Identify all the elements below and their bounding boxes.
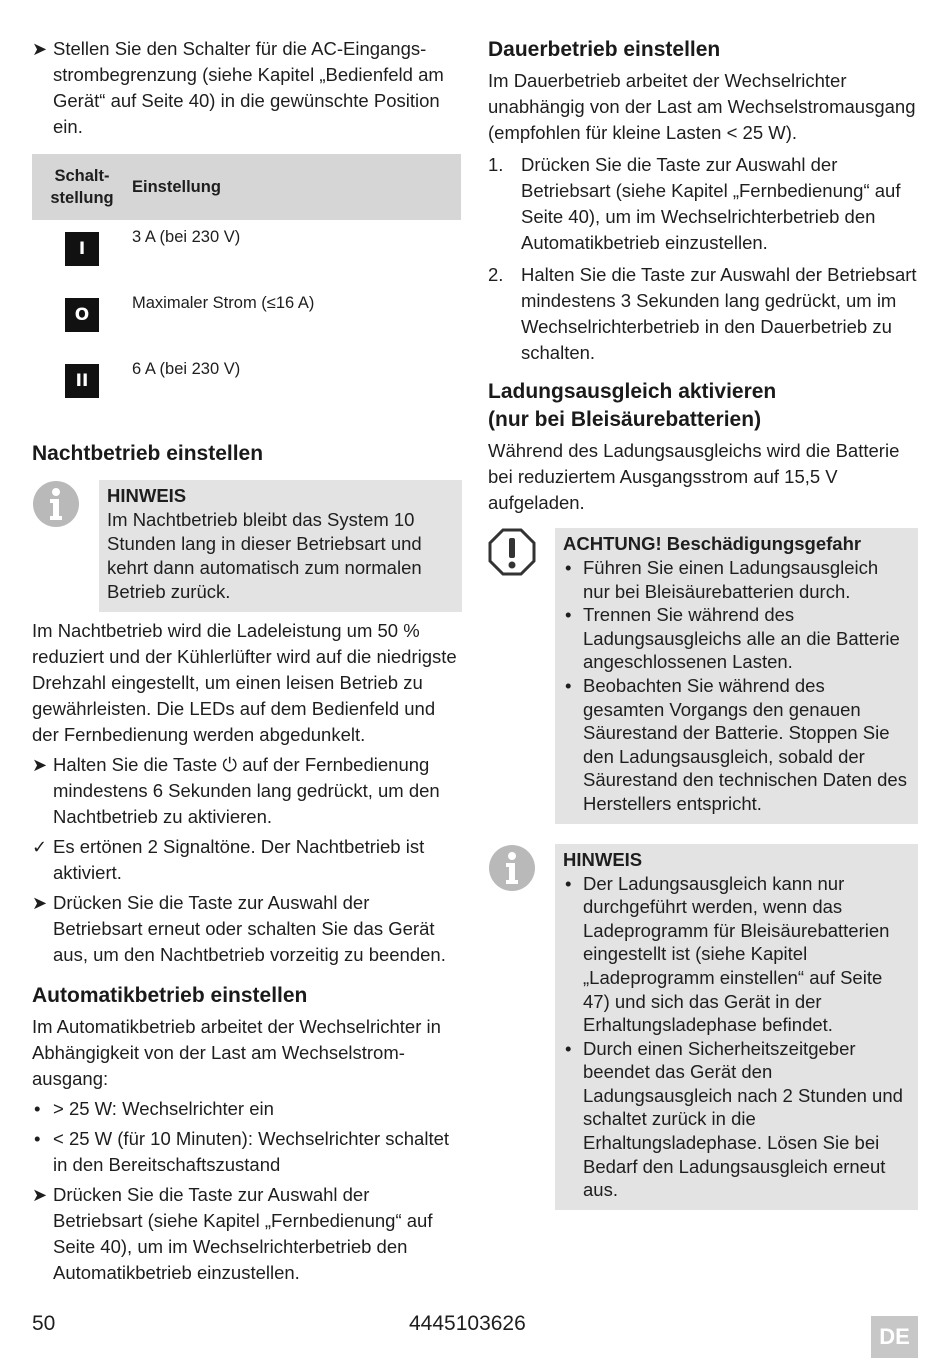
list-item bbox=[488, 262, 918, 366]
switch-position-table bbox=[32, 154, 461, 418]
right-column bbox=[488, 36, 918, 1210]
switch-symbol-o: O bbox=[65, 298, 99, 332]
caution-content bbox=[555, 528, 918, 824]
switch-symbol-i: I bbox=[65, 232, 99, 266]
body-paragraph: Im Dauerbetrieb arbeitet der Wechselrichter unabhängig von der Last am Wechselstromausgang (empfohlen für kleine Lasten < 25 W). bbox=[488, 70, 916, 143]
notice-box bbox=[32, 480, 462, 612]
section-heading-equalize bbox=[488, 378, 918, 434]
body-paragraph: Während des Ladungsausgleichs wird die Batterie bei reduziertem Ausgangsstrom auf 15,5 V aufgeladen. bbox=[488, 440, 900, 513]
caution-title: ACHTUNG! Beschädigungsgefahr bbox=[563, 533, 862, 554]
list-item bbox=[488, 152, 918, 256]
step-text: Drücken Sie die Taste zur Auswahl der Betriebsart erneut oder schalten Sie das Gerät aus, um den Nachtbetrieb vorzeitig zu beenden. bbox=[53, 892, 446, 965]
heading-line: Ladungsausgleich aktivieren bbox=[488, 380, 777, 403]
instruction-step bbox=[32, 36, 462, 140]
list-number: 1. bbox=[488, 154, 504, 175]
arrow-right-icon: ➤ bbox=[32, 893, 48, 913]
table-row bbox=[32, 352, 461, 418]
notice-content bbox=[555, 844, 918, 1210]
bullet-list bbox=[563, 556, 910, 816]
list-text: Halten Sie die Taste zur Auswahl der Betriebsart mindestens 3 Sekunden lang gedrückt, um im Wechselrichterbetrieb in den Dauerbetrieb zu schalten. bbox=[521, 264, 917, 363]
info-icon bbox=[488, 844, 536, 892]
notice-content bbox=[99, 480, 462, 612]
section-heading-night-mode: Nachtbetrieb einstellen bbox=[32, 442, 264, 465]
list-item: • Der Ladungsausgleich kann nur durchgeführt werden, wenn das Ladeprogramm für Bleisäurebatterien eingestellt ist (siehe Kapitel „Ladeprogramm einstellen“ auf Seite 47) und sich das Gerät in der Erhaltungsladephase befindet. bbox=[563, 872, 910, 1037]
switch-symbol-ii: II bbox=[65, 364, 99, 398]
language-badge: DE bbox=[871, 1316, 918, 1358]
checkmark-icon: ✓ bbox=[32, 837, 48, 857]
info-icon bbox=[32, 480, 80, 528]
instruction-step bbox=[32, 752, 462, 830]
list-item: • Führen Sie einen Ladungsausgleich nur bei Bleisäurebatterien durch. bbox=[563, 556, 910, 603]
table-cell-setting: 3 A (bei 230 V) bbox=[132, 228, 241, 246]
document-code: 4445103626 bbox=[409, 1312, 526, 1335]
numbered-list bbox=[488, 152, 918, 366]
table-cell-setting: 6 A (bei 230 V) bbox=[132, 360, 241, 378]
arrow-right-icon: ➤ bbox=[32, 39, 48, 59]
arrow-right-icon: ➤ bbox=[32, 1185, 48, 1205]
list-item: • Beobachten Sie während des gesamten Vorgangs den genauen Säurestand der Batterie. Stoppen Sie den Ladungsausgleich, sobald der Säurestand den technischen Daten des Herstellers entspricht. bbox=[563, 674, 910, 816]
body-paragraph: Im Nachtbetrieb wird die Ladeleistung um 50 % reduziert und der Kühlerlüfter wird auf die niedrigste Drehzahl eingestellt, um einen leisen Betrieb zu gewährleisten. Die LEDs auf dem Bedienfeld und der Fernbedienung werden abgedunkelt. bbox=[32, 620, 457, 745]
page-number: 50 bbox=[32, 1312, 56, 1335]
exclamation-octagon-icon bbox=[488, 528, 536, 576]
body-paragraph: Im Automatikbetrieb arbeitet der Wechselrichter in Abhängigkeit von der Last am Wechselstromausgang: bbox=[32, 1016, 441, 1089]
table-row bbox=[32, 220, 461, 286]
notice-title: HINWEIS bbox=[107, 485, 187, 506]
list-item: • < 25 W (für 10 Minuten): Wechselrichter schaltet in den Bereitschaftszustand bbox=[32, 1126, 462, 1178]
heading-line: (nur bei Bleisäurebatterien) bbox=[488, 408, 762, 431]
table-cell-setting: Maximaler Strom (≤16 A) bbox=[132, 294, 315, 312]
instruction-step bbox=[32, 1182, 462, 1286]
bullet-list bbox=[32, 1096, 462, 1178]
list-number: 2. bbox=[488, 264, 504, 285]
instruction-step bbox=[32, 890, 462, 968]
result-text: Es ertönen 2 Signaltöne. Der Nachtbetrieb ist aktiviert. bbox=[53, 836, 425, 883]
list-text: Drücken Sie die Taste zur Auswahl der Betriebsart (siehe Kapitel „Fernbedienung“ auf Seite 40), um im Wechselrichterbetrieb den Automatikbetrieb einzustellen. bbox=[521, 154, 901, 253]
caution-box bbox=[488, 528, 918, 824]
step-text: Halten Sie die Taste ⏻ auf der Fernbedienung mindestens 6 Sekunden lang gedrückt, um den Nachtbetrieb zu aktivieren. bbox=[53, 754, 440, 827]
bullet-list bbox=[563, 872, 910, 1202]
table-header-row bbox=[32, 154, 461, 220]
section-heading-auto-mode: Automatikbetrieb einstellen bbox=[32, 984, 308, 1007]
step-text: Drücken Sie die Taste zur Auswahl der Betriebsart (siehe Kapitel „Fernbedienung“ auf Seite 40), um im Wechselrichterbetrieb den Automatikbetrieb einzustellen. bbox=[53, 1184, 433, 1283]
left-column bbox=[32, 36, 462, 1290]
table-header-switch-position: Schaltstellung bbox=[32, 154, 132, 220]
step-text: Stellen Sie den Schalter für die AC-Eingangsstrombegrenzung (siehe Kapitel „Bedienfeld am Gerät“ auf Seite 40) in die gewünschte Position ein. bbox=[53, 38, 444, 137]
list-item: • Durch einen Sicherheitszeitgeber beendet das Gerät den Ladungsausgleich nach 2 Stunden und schaltet zurück in die Erhaltungsladephase. Lösen Sie bei Bedarf den Ladungsausgleich erneut aus. bbox=[563, 1037, 910, 1202]
table-row bbox=[32, 286, 461, 352]
arrow-right-icon: ➤ bbox=[32, 755, 48, 775]
section-heading-continuous-mode: Dauerbetrieb einstellen bbox=[488, 38, 721, 61]
result-step bbox=[32, 834, 462, 886]
notice-title: HINWEIS bbox=[563, 848, 643, 870]
list-item: • Trennen Sie während des Ladungsausgleichs alle an die Batterie angeschlossenen Lasten. bbox=[563, 603, 910, 674]
notice-text: Im Nachtbetrieb bleibt das System 10 Stunden lang in dieser Betriebsart und kehrt dann automatisch zum normalen Betrieb zurück. bbox=[107, 509, 422, 602]
notice-box bbox=[488, 844, 918, 1210]
list-item: • > 25 W: Wechselrichter ein bbox=[32, 1096, 462, 1122]
table-header-setting: Einstellung bbox=[132, 154, 461, 220]
